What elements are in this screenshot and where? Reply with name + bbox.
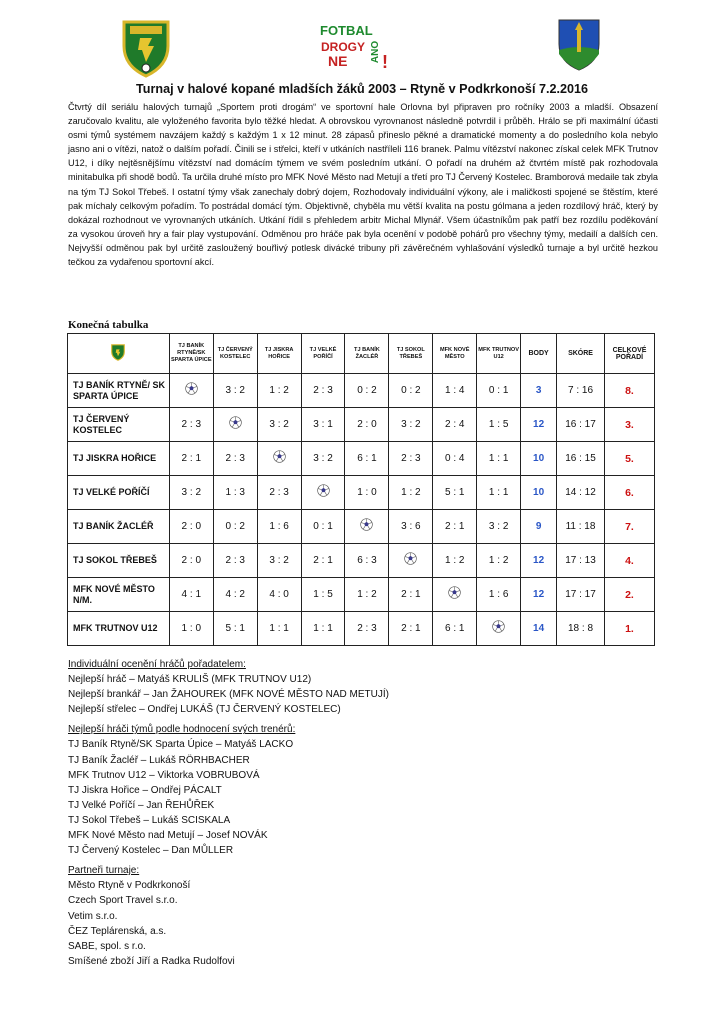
list-item: MFK Nové Město nad Metují – Josef NOVÁK xyxy=(68,830,268,842)
match-result-cell: 2 : 3 xyxy=(257,476,301,510)
team-name-cell: MFK NOVÉ MĚSTO N/M. xyxy=(68,578,170,612)
points-cell: 10 xyxy=(521,476,557,510)
match-result-cell: 2 : 0 xyxy=(169,510,213,544)
match-result-cell: 2 : 3 xyxy=(213,544,257,578)
football-icon xyxy=(317,484,330,497)
team-name-cell: TJ BANÍK RTYNĚ/ SK SPARTA ÚPICE xyxy=(68,374,170,408)
self-match-cell xyxy=(301,476,345,510)
match-result-cell: 1 : 1 xyxy=(257,612,301,646)
match-result-cell: 2 : 3 xyxy=(169,408,213,442)
team-name-cell: TJ ČERVENÝ KOSTELEC xyxy=(68,408,170,442)
match-result-cell: 1 : 3 xyxy=(213,476,257,510)
award-section xyxy=(68,722,668,863)
logo-word-drogy: DROGY xyxy=(321,40,366,54)
match-result-cell: 1 : 1 xyxy=(477,476,521,510)
match-result-cell: 3 : 2 xyxy=(257,544,301,578)
match-result-cell: 0 : 1 xyxy=(301,510,345,544)
match-result-cell: 0 : 2 xyxy=(213,510,257,544)
column-header: MFK TRUTNOV U12 xyxy=(477,334,521,374)
points-cell: 9 xyxy=(521,510,557,544)
fotbal-drogy-ne-logo xyxy=(318,22,392,70)
list-item: Město Rtyně v Podkrkonoší xyxy=(68,880,191,892)
football-icon xyxy=(448,586,461,599)
match-result-cell: 1 : 1 xyxy=(477,442,521,476)
list-item: Vetim s.r.o. xyxy=(68,910,118,922)
award-section xyxy=(68,863,668,969)
match-result-cell: 2 : 3 xyxy=(345,612,389,646)
list-item: TJ Sokol Třebeš – Lukáš SCISKALA xyxy=(68,814,231,826)
place-cell: 5. xyxy=(604,442,654,476)
team-name-cell: TJ BANÍK ŽACLÉŘ xyxy=(68,510,170,544)
list-item: ČEZ Teplárenská, a.s. xyxy=(68,925,167,937)
match-result-cell: 1 : 4 xyxy=(433,374,477,408)
logo-exclamation: ! xyxy=(382,52,388,70)
match-result-cell: 2 : 1 xyxy=(389,612,433,646)
self-match-cell xyxy=(257,442,301,476)
list-item: TJ Červený Kostelec – Dan MŮLLER xyxy=(68,845,234,857)
place-cell: 7. xyxy=(604,510,654,544)
column-header: TJ BANÍK RTYNĚ/SK SPARTA ÚPICE xyxy=(169,334,213,374)
score-cell: 17 : 13 xyxy=(557,544,605,578)
list-item: TJ Jiskra Hořice – Ondřej PÁCALT xyxy=(68,784,222,796)
place-cell: 3. xyxy=(604,408,654,442)
town-coat-of-arms-icon xyxy=(556,16,602,72)
table-row xyxy=(68,442,655,476)
score-cell: 18 : 8 xyxy=(557,612,605,646)
list-item: TJ Velké Poříčí – Jan ŘEHŮŘEK xyxy=(68,799,215,811)
match-result-cell: 6 : 1 xyxy=(433,612,477,646)
match-result-cell: 3 : 2 xyxy=(477,510,521,544)
self-match-cell xyxy=(389,544,433,578)
club-crest-logo xyxy=(118,16,174,78)
list-item: MFK Trutnov U12 – Viktorka VOBRUBOVÁ xyxy=(68,769,260,781)
match-result-cell: 6 : 3 xyxy=(345,544,389,578)
club-crest-icon xyxy=(110,343,126,361)
table-row xyxy=(68,544,655,578)
column-header: TJ BANÍK ŽACLÉŘ xyxy=(345,334,389,374)
self-match-cell xyxy=(477,612,521,646)
self-match-cell xyxy=(433,578,477,612)
header-corner-cell xyxy=(68,334,170,374)
column-header: TJ ČERVENÝ KOSTELEC xyxy=(213,334,257,374)
table-heading: Konečná tabulka xyxy=(68,319,149,331)
match-result-cell: 3 : 2 xyxy=(301,442,345,476)
score-cell: 16 : 15 xyxy=(557,442,605,476)
match-result-cell: 2 : 1 xyxy=(389,578,433,612)
match-result-cell: 3 : 2 xyxy=(169,476,213,510)
points-cell: 10 xyxy=(521,442,557,476)
place-cell: 8. xyxy=(604,374,654,408)
score-cell: 17 : 17 xyxy=(557,578,605,612)
awards-sections xyxy=(68,657,668,969)
match-result-cell: 5 : 1 xyxy=(433,476,477,510)
header-logos xyxy=(0,16,724,80)
match-result-cell: 0 : 1 xyxy=(477,374,521,408)
column-header: TJ SOKOL TŘEBEŠ xyxy=(389,334,433,374)
match-result-cell: 1 : 2 xyxy=(257,374,301,408)
match-result-cell: 1 : 2 xyxy=(345,578,389,612)
column-header-place: CELKOVÉ POŘADÍ xyxy=(604,334,654,374)
list-item: Nejlepší hráč – Matyáš KRULIŠ (MFK TRUTNOV U12) xyxy=(68,674,312,686)
column-header: TJ VELKÉ POŘÍČÍ xyxy=(301,334,345,374)
match-result-cell: 2 : 1 xyxy=(169,442,213,476)
list-item: TJ Baník Žacléř – Lukáš RÖRHBACHER xyxy=(68,754,250,766)
match-result-cell: 3 : 6 xyxy=(389,510,433,544)
points-cell: 12 xyxy=(521,578,557,612)
table-row xyxy=(68,510,655,544)
self-match-cell xyxy=(169,374,213,408)
match-result-cell: 1 : 0 xyxy=(169,612,213,646)
match-result-cell: 1 : 2 xyxy=(477,544,521,578)
score-cell: 11 : 18 xyxy=(557,510,605,544)
match-result-cell: 3 : 2 xyxy=(257,408,301,442)
self-match-cell xyxy=(345,510,389,544)
column-header: MFK NOVÉ MĚSTO xyxy=(433,334,477,374)
team-name-cell: MFK TRUTNOV U12 xyxy=(68,612,170,646)
list-item: Smíšené zboží Jiří a Radka Rudolfovi xyxy=(68,955,235,967)
table-row xyxy=(68,476,655,510)
football-icon xyxy=(185,382,198,395)
match-result-cell: 4 : 0 xyxy=(257,578,301,612)
match-result-cell: 4 : 1 xyxy=(169,578,213,612)
place-cell: 6. xyxy=(604,476,654,510)
table-row xyxy=(68,578,655,612)
match-result-cell: 1 : 6 xyxy=(257,510,301,544)
points-cell: 3 xyxy=(521,374,557,408)
logo-word-ano: ANO xyxy=(370,40,381,64)
list-item: Nejlepší brankář – Jan ŽAHOUREK (MFK NOVÉ MĚSTO NAD METUJÍ) xyxy=(68,689,389,701)
page-title: Turnaj v halové kopané mladších žáků 2003 – Rtyně v Podkrkonoší 7.2.2016 xyxy=(136,82,588,96)
points-cell: 14 xyxy=(521,612,557,646)
column-header: TJ JISKRA HOŘICE xyxy=(257,334,301,374)
score-cell: 14 : 12 xyxy=(557,476,605,510)
standings-body xyxy=(68,374,655,646)
match-result-cell: 1 : 2 xyxy=(389,476,433,510)
logo-word-ne: NE xyxy=(328,53,348,69)
match-result-cell: 3 : 2 xyxy=(213,374,257,408)
team-name-cell: TJ SOKOL TŘEBEŠ xyxy=(68,544,170,578)
match-result-cell: 6 : 1 xyxy=(345,442,389,476)
score-cell: 7 : 16 xyxy=(557,374,605,408)
list-item: SABE, spol. s r.o. xyxy=(68,940,146,952)
points-cell: 12 xyxy=(521,408,557,442)
match-result-cell: 3 : 2 xyxy=(389,408,433,442)
logo-word-fotbal: FOTBAL xyxy=(320,23,373,38)
football-icon xyxy=(229,416,242,429)
football-icon xyxy=(273,450,286,463)
section-title: Nejlepší hráči týmů podle hodnocení svých trenérů: xyxy=(68,724,296,736)
match-result-cell: 1 : 0 xyxy=(345,476,389,510)
match-result-cell: 1 : 6 xyxy=(477,578,521,612)
match-result-cell: 1 : 1 xyxy=(301,612,345,646)
match-result-cell: 1 : 5 xyxy=(477,408,521,442)
table-row xyxy=(68,408,655,442)
place-cell: 2. xyxy=(604,578,654,612)
intro-paragraph: Čtvrtý díl seriálu halových turnajů „Sportem proti drogám“ ve sportovní hale Orlovna byl připraven pro ročníky 2003 a mladší. Obsazení zaručovalo kvalitu, ale vyloženého favorita bylo těžké hledat. A obrovskou vyrovnanost následně potvrdil i průběh. Hrálo se při maximální účasti osmi týmů systémem navzájem každý s každým 1 x 12 minut. 28 zápasů přineslo pěkné a dramatické momenty a do posledního kola nebylo jasno ani o vítězi, natož o dalším pořadí. Činili se i střelci, kteří v utkáních nastříleli 116 branek. Palmu vítězství nakonec získal celek MFK Trutnov U12, i díky nejtěsnějšímu vítězství nad domácím týmem ve svém posledním utkání. O pořadí na druhém až čtvrtém místě pak rozhodovala minitabulka při shodě bodů. Ta určila druhé místo pro MFK Nové Město nad Metují a třetí pro TJ Červený Kostelec. Bramborová medaile tak zbyla na tým TJ Sokol Třebeš. I ostatní týmy však zanechaly dobrý dojem, Rozhodovaly individuální výkony, ale i maličkosti spojené se štěstím, které pak míchaly celkovým pořadím. To postrádal domácí tým. Objektivně, chyběla mu větší kvalita na postu gólmana a jeden rozdílový hráč, který by dokázal rozhodnout ve vyrovnaných utkáních. Utkání řídil s přehledem arbitr Michal Mlynář. Všem účastníkům pak patří bez rozdílu poděkování za vysokou úroveň hry a fair play vystupování. Odměnou pro hráče pak byla ocenění v podobě pohárů pro všechny týmy, medailí a dalších cen. Nejvyšší odměnou pak byl určitě zasloužený bouřlivý potlesk divácké tribuny při závěrečném vyhlašování výsledků turnaje a byl určitě hezkou tečkou za vydařenou sportovní akcí. xyxy=(68,102,658,268)
football-icon xyxy=(360,518,373,531)
match-result-cell: 2 : 0 xyxy=(169,544,213,578)
match-result-cell: 0 : 2 xyxy=(345,374,389,408)
table-header-row xyxy=(68,334,655,374)
match-result-cell: 2 : 1 xyxy=(433,510,477,544)
team-name-cell: TJ VELKÉ POŘÍČÍ xyxy=(68,476,170,510)
section-title: Partneři turnaje: xyxy=(68,865,140,877)
football-icon xyxy=(404,552,417,565)
team-name-cell: TJ JISKRA HOŘICE xyxy=(68,442,170,476)
match-result-cell: 2 : 4 xyxy=(433,408,477,442)
match-result-cell: 2 : 3 xyxy=(213,442,257,476)
column-header-score: SKÓRE xyxy=(557,334,605,374)
section-title: Individuální ocenění hráčů pořadatelem: xyxy=(68,659,246,670)
match-result-cell: 2 : 1 xyxy=(301,544,345,578)
football-icon xyxy=(492,620,505,633)
match-result-cell: 2 : 0 xyxy=(345,408,389,442)
table-row xyxy=(68,374,655,408)
match-result-cell: 1 : 5 xyxy=(301,578,345,612)
place-cell: 1. xyxy=(604,612,654,646)
match-result-cell: 0 : 4 xyxy=(433,442,477,476)
table-row xyxy=(68,612,655,646)
match-result-cell: 0 : 2 xyxy=(389,374,433,408)
self-match-cell xyxy=(213,408,257,442)
match-result-cell: 2 : 3 xyxy=(389,442,433,476)
list-item: TJ Baník Rtyně/SK Sparta Úpice – Matyáš LACKO xyxy=(68,739,294,751)
place-cell: 4. xyxy=(604,544,654,578)
award-section xyxy=(68,657,668,722)
match-result-cell: 2 : 3 xyxy=(301,374,345,408)
score-cell: 16 : 17 xyxy=(557,408,605,442)
match-result-cell: 1 : 2 xyxy=(433,544,477,578)
list-item: Czech Sport Travel s.r.o. xyxy=(68,895,178,907)
match-result-cell: 3 : 1 xyxy=(301,408,345,442)
match-result-cell: 4 : 2 xyxy=(213,578,257,612)
match-result-cell: 5 : 1 xyxy=(213,612,257,646)
standings-table xyxy=(67,333,655,646)
column-header-points: BODY xyxy=(521,334,557,374)
points-cell: 12 xyxy=(521,544,557,578)
list-item: Nejlepší střelec – Ondřej LUKÁŠ (TJ ČERVENÝ KOSTELEC) xyxy=(68,704,341,716)
